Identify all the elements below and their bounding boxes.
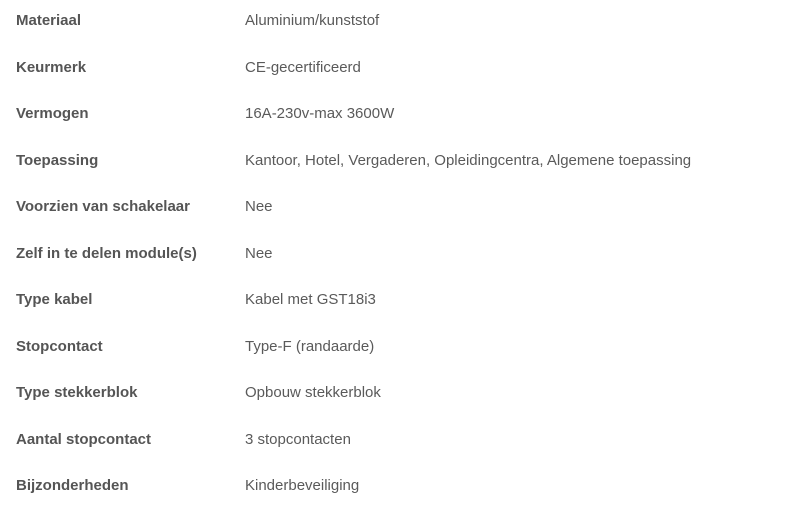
spec-value: 3 stopcontacten <box>245 430 351 448</box>
spec-value: 16A-230v-max 3600W <box>245 105 395 122</box>
spec-row-keurmerk <box>0 47 800 94</box>
spec-label: Aantal stopcontact <box>16 430 152 448</box>
spec-value: CE-gecertificeerd <box>245 58 361 76</box>
spec-row-voorzien-van-schakelaar <box>0 186 800 233</box>
spec-value: Kinderbeveiliging <box>245 477 360 494</box>
spec-label: Materiaal <box>16 12 82 29</box>
spec-value: Nee <box>245 198 273 215</box>
spec-label: Type kabel <box>16 291 93 308</box>
spec-row-zelf-in-te-delen-modules <box>0 233 800 280</box>
spec-row-stopcontact <box>0 326 800 373</box>
spec-row-materiaal <box>0 0 800 47</box>
spec-label: Toepassing <box>16 151 99 169</box>
spec-value: Type-F (randaarde) <box>245 337 375 355</box>
spec-label: Bijzonderheden <box>16 477 129 494</box>
spec-row-type-stekkerblok <box>0 372 800 419</box>
spec-value: Nee <box>245 244 273 262</box>
spec-value: Opbouw stekkerblok <box>245 384 381 401</box>
spec-label: Stopcontact <box>16 337 103 355</box>
spec-row-toepassing <box>0 140 800 187</box>
spec-value: Kabel met GST18i3 <box>245 291 376 308</box>
spec-value: Kantoor, Hotel, Vergaderen, Opleidingcentra, Algemene toepassing <box>245 151 692 169</box>
spec-label: Voorzien van schakelaar <box>16 198 190 215</box>
spec-row-aantal-stopcontact <box>0 419 800 466</box>
spec-label: Zelf in te delen module(s) <box>16 244 197 262</box>
spec-row-bijzonderheden <box>0 465 800 512</box>
spec-label: Type stekkerblok <box>16 384 138 401</box>
spec-label: Vermogen <box>16 105 89 122</box>
spec-row-vermogen <box>0 93 800 140</box>
spec-label: Keurmerk <box>16 58 87 76</box>
spec-row-type-kabel <box>0 279 800 326</box>
spec-value: Aluminium/kunststof <box>245 12 380 29</box>
